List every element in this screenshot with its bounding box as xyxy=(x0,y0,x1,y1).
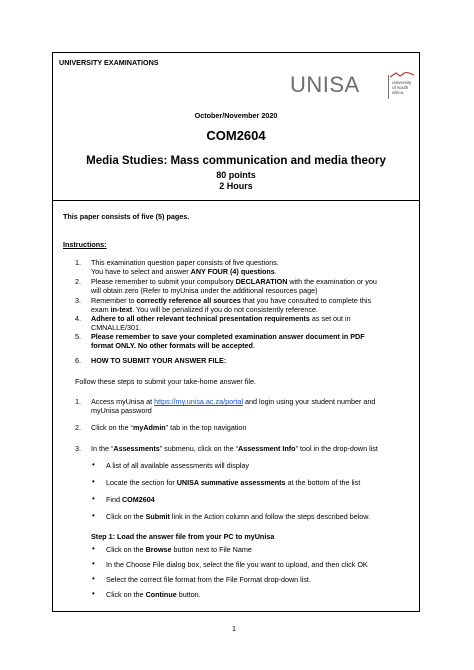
instruction-5-end: . xyxy=(252,341,255,350)
instruction-5-line2: format ONLY. No other formats will be accepted xyxy=(91,341,253,350)
unisa-logo xyxy=(290,72,414,102)
upload-bullet-4 xyxy=(106,590,201,599)
step-2-text: Click on the “ xyxy=(91,423,133,432)
module-title: Media Studies: Mass communication and media theory xyxy=(86,155,386,167)
step-1-end: and login using your student number and xyxy=(243,397,376,406)
sub-bullet-2 xyxy=(106,478,360,487)
upload-bullet-3: Select the correct file format from the File Format drop-down list. xyxy=(106,575,311,584)
logo-subtitle-line1: university xyxy=(392,80,412,85)
upload-bullet-1-end: button next to File Name xyxy=(171,545,252,554)
instruction-1 xyxy=(91,258,279,276)
upload-bullet-4-text: Click on the xyxy=(106,590,146,599)
instruction-5-line2-wrap xyxy=(91,341,365,350)
step-1-number: 1. xyxy=(75,397,81,406)
instruction-2-bold: DECLARATION xyxy=(235,277,288,286)
step-3-bold2: Assessment Info xyxy=(238,444,296,453)
bullet-icon: • xyxy=(92,494,95,503)
sub-bullet-2-text: Locate the section for xyxy=(106,478,177,487)
step1-heading: Step 1: Load the answer file from your PC to myUnisa xyxy=(91,532,275,541)
instruction-3-number: 3. xyxy=(75,296,81,305)
bullet-icon: • xyxy=(92,511,95,520)
exam-date: October/November 2020 xyxy=(194,111,278,120)
step-1-line2: myUnisa password xyxy=(91,406,152,415)
instruction-2-line2: will obtain zero (Refer to myUnisa under the additional resources page) xyxy=(91,286,318,295)
sub-bullet-4-text: Click on the xyxy=(106,512,146,521)
step-1-text: Access myUnisa at xyxy=(91,397,155,406)
instruction-3-line1 xyxy=(91,296,371,305)
step-2 xyxy=(91,423,246,432)
instruction-3-text: Remember to xyxy=(91,296,137,305)
sub-bullet-4-bold: Submit xyxy=(145,512,170,521)
logo-subtitle-line2: of south africa xyxy=(392,85,409,96)
step-2-bold: myAdmin xyxy=(132,423,166,432)
instruction-1-number: 1. xyxy=(75,258,81,267)
page-count-note: This paper consists of five (5) pages. xyxy=(63,212,190,221)
step-1-line1 xyxy=(91,397,375,406)
instructions-heading: Instructions: xyxy=(63,240,107,249)
instruction-3-line2-bold: in-text xyxy=(110,305,133,314)
instruction-3-end: that you have consulted to complete this xyxy=(240,296,372,305)
instruction-3-line2-end: . You will be penalized if you do not consistently reference. xyxy=(132,305,318,314)
upload-bullet-4-end: button. xyxy=(176,590,201,599)
follow-steps-text: Follow these steps to submit your take-home answer file. xyxy=(75,377,256,386)
instruction-2-line1 xyxy=(91,277,377,286)
sub-bullet-2-end: at the bottom of the list xyxy=(285,478,361,487)
logo-divider xyxy=(388,75,389,99)
sub-bullet-4-end: link in the Action column and follow the steps described below. xyxy=(169,512,371,521)
step-3-bold1: Assessments xyxy=(113,444,160,453)
instruction-3-line2 xyxy=(91,305,371,314)
instruction-3 xyxy=(91,296,371,314)
bullet-icon: • xyxy=(92,559,95,568)
instruction-4-line1 xyxy=(91,314,351,323)
instruction-2-number: 2. xyxy=(75,277,81,286)
university-examinations-label: UNIVERSITY EXAMINATIONS xyxy=(59,58,159,67)
sub-bullet-4 xyxy=(106,512,370,521)
bullet-icon: • xyxy=(92,589,95,598)
header-divider xyxy=(52,200,420,201)
sub-bullet-1: A list of all available assessments will display xyxy=(106,461,250,470)
step-3-mid: ” submenu, click on the “ xyxy=(159,444,239,453)
instruction-1-text: You have to select and answer xyxy=(91,267,191,276)
logo-crest-icon xyxy=(390,72,414,78)
instruction-1-end: . xyxy=(274,267,277,276)
sub-bullet-3-text: Find xyxy=(106,495,122,504)
instruction-5-line1: Please remember to save your completed examination answer document in PDF xyxy=(91,332,365,341)
exam-points: 80 points xyxy=(216,170,256,180)
upload-bullet-4-bold: Continue xyxy=(145,590,177,599)
instruction-4-bold: Adhere to all other relevant technical presentation requirements xyxy=(91,314,310,323)
step-2-end: ” tab in the top navigation xyxy=(165,423,247,432)
myunisa-portal-link[interactable]: https://my.unisa.ac.za/portal xyxy=(154,397,244,406)
instruction-5 xyxy=(91,332,365,350)
instruction-1-line1: This examination question paper consists of five questions. xyxy=(91,258,279,267)
sub-bullet-3 xyxy=(106,495,155,504)
bullet-icon: • xyxy=(92,460,95,469)
step-2-number: 2. xyxy=(75,423,81,432)
sub-bullet-3-bold: COM2604 xyxy=(121,495,155,504)
logo-subtitle xyxy=(392,80,414,96)
instruction-2-end: with the examination or you xyxy=(287,277,377,286)
instruction-4 xyxy=(91,314,351,332)
instruction-4-number: 4. xyxy=(75,314,81,323)
step-3-number: 3. xyxy=(75,444,81,453)
page-number: 1 xyxy=(232,624,236,633)
instruction-3-bold: correctly reference all sources xyxy=(136,296,241,305)
instruction-6: HOW TO SUBMIT YOUR ANSWER FILE: xyxy=(91,356,227,365)
logo-wordmark: UNISA xyxy=(290,72,360,97)
instruction-6-number: 6. xyxy=(75,356,81,365)
bullet-icon: • xyxy=(92,477,95,486)
exam-duration: 2 Hours xyxy=(219,181,253,191)
upload-bullet-1 xyxy=(106,545,252,554)
bullet-icon: • xyxy=(92,574,95,583)
instruction-5-number: 5. xyxy=(75,332,81,341)
step-3 xyxy=(91,444,378,453)
sub-bullet-2-bold: UNISA summative assessments xyxy=(176,478,286,487)
step-3-end: ” tool in the drop-down list xyxy=(295,444,378,453)
step-1 xyxy=(91,397,375,415)
bullet-icon: • xyxy=(92,544,95,553)
instruction-1-bold: ANY FOUR (4) questions xyxy=(190,267,275,276)
instruction-4-line2: CMNALLE/301. xyxy=(91,323,141,332)
instruction-4-end: as set out in xyxy=(309,314,351,323)
upload-bullet-1-bold: Browse xyxy=(145,545,172,554)
upload-bullet-2: In the Choose File dialog box, select the file you want to upload, and then click OK xyxy=(106,560,368,569)
upload-bullet-1-text: Click on the xyxy=(106,545,146,554)
module-code: COM2604 xyxy=(206,128,266,143)
instruction-1-line2 xyxy=(91,267,279,276)
instruction-2 xyxy=(91,277,377,295)
step-3-text: In the “ xyxy=(91,444,114,453)
instruction-3-line2-text: exam xyxy=(91,305,111,314)
instruction-2-text: Please remember to submit your compulsory xyxy=(91,277,236,286)
